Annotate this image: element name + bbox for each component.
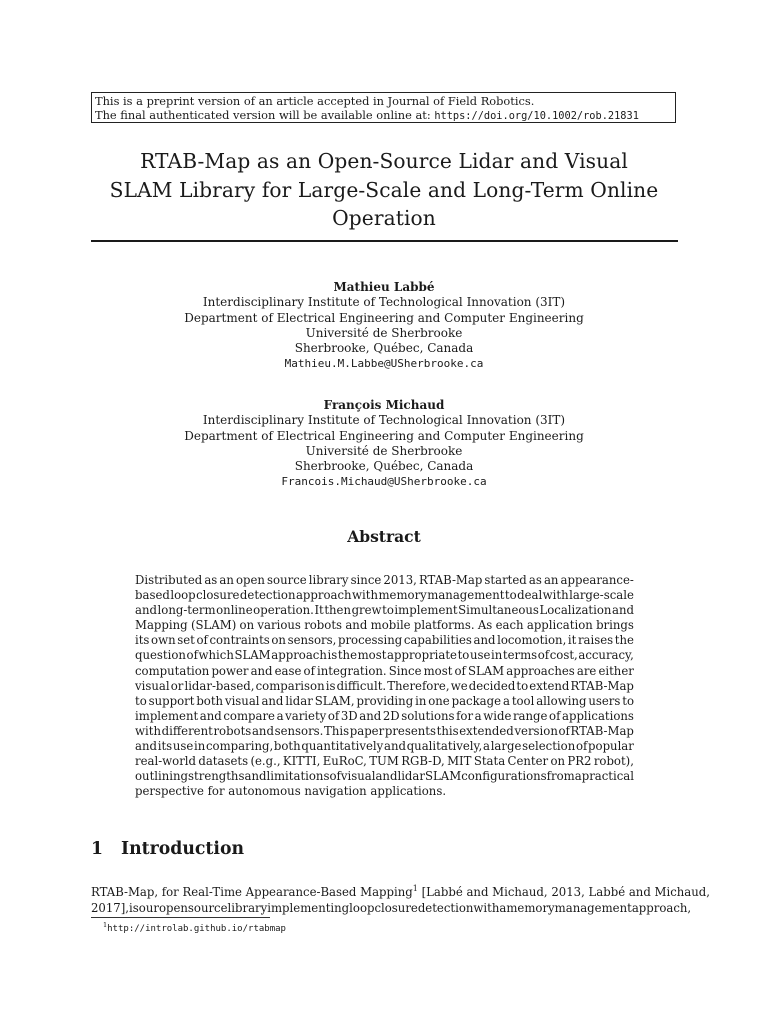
abstract-line: real-world datasets (e.g., KITTI, EuRoC, TUM RGB-D, MIT Stata Center on PR2 robot), — [135, 754, 634, 769]
abstract-line: based loop closure detection approach with memory management to deal with large-scale — [135, 588, 634, 603]
intro-word: source — [187, 900, 228, 915]
author-department: Department of Electrical Engineering and Computer Engineering — [184, 310, 584, 325]
author-institute: Interdisciplinary Institute of Technological Innovation (3IT) — [202, 295, 566, 310]
intro-word: detection — [417, 900, 474, 915]
preprint-notice-line2 — [95, 108, 672, 123]
author-location: Sherbrooke, Québec, Canada — [294, 459, 474, 474]
section-title: Introduction — [121, 839, 245, 859]
author-name: Mathieu Labbé — [333, 280, 435, 294]
author-university: Université de Sherbrooke — [305, 325, 463, 340]
title-line-2: SLAM Library for Large-Scale and Long-Term Online — [109, 177, 659, 202]
author-university: Université de Sherbrooke — [305, 443, 463, 458]
title-line-1: RTAB-Map as an Open-Source Lidar and Visual — [140, 149, 628, 173]
intro-line1-a: RTAB-Map, for Real-Time Appearance-Based Mapping — [91, 884, 413, 899]
abstract-line: with different robots and sensors. This paper presents this extended version of RTAB-Map — [135, 723, 634, 738]
abstract-line: visual or lidar-based, comparison is difficult. Therefore, we decided to extend RTAB-Map — [135, 678, 634, 693]
abstract-line: Mapping (SLAM) on various robots and mobile platforms. As each application brings — [135, 618, 634, 633]
intro-word: memory — [506, 900, 555, 915]
author-block — [80, 280, 688, 372]
footnote — [103, 921, 286, 934]
footnote-marker: 1 — [103, 921, 108, 929]
intro-word: our — [138, 900, 159, 915]
intro-word: library — [227, 900, 268, 915]
author-email[interactable]: Mathieu.M.Labbe@USherbrooke.ca — [284, 357, 484, 371]
preprint-notice — [91, 92, 676, 123]
author-name: François Michaud — [323, 398, 445, 412]
preprint-notice-prefix: The final authenticated version will be available online at: — [95, 108, 431, 122]
preprint-notice-line1: This is a preprint version of an article accepted in Journal of Field Robotics. — [95, 94, 535, 108]
abstract-line: to support both visual and lidar SLAM, providing in one package a tool allowing users to — [135, 693, 634, 708]
intro-word: loop — [349, 900, 375, 915]
intro-word: a — [499, 900, 507, 915]
title-line-3: Operation — [332, 206, 436, 230]
footnote-rule — [91, 917, 270, 918]
title-rule — [91, 240, 678, 242]
footnote-url[interactable]: http://introlab.github.io/rtabmap — [107, 924, 286, 934]
doi-link[interactable]: https://doi.org/10.1002/rob.21831 — [434, 110, 639, 122]
abstract-line: its own set of contraints on sensors, processing capabilities and locomotion, it raises the — [135, 633, 634, 648]
author-block — [80, 398, 688, 490]
abstract-line: computation power and ease of integration. Since most of SLAM approaches are either — [135, 663, 634, 678]
intro-line1-b: [Labbé and Michaud, 2013, Labbé and Michaud, — [417, 884, 710, 899]
author-location: Sherbrooke, Québec, Canada — [294, 341, 474, 356]
intro-word: closure — [374, 900, 418, 915]
author-institute: Interdisciplinary Institute of Technological Innovation (3IT) — [202, 413, 566, 428]
abstract-line: outlining strengths and limitations of visual and lidar SLAM configurations from a practical — [135, 769, 634, 784]
intro-word: approach, — [631, 900, 692, 915]
paper-title — [80, 147, 688, 233]
author-department: Department of Electrical Engineering and Computer Engineering — [184, 428, 584, 443]
intro-word: is — [129, 900, 139, 915]
intro-line — [91, 881, 710, 901]
intro-line1-text — [91, 881, 710, 901]
intro-word: 2017], — [91, 900, 130, 915]
intro-word: implementing — [267, 900, 350, 915]
abstract-line: and long-term online operation. It then grew to implement Simultaneous Localization and — [135, 603, 634, 618]
abstract-line: and its use in comparing, both quantitatively and qualitatively, a large selection of popular — [135, 739, 634, 754]
intro-word: with — [473, 900, 500, 915]
abstract-line: question of which SLAM approach is the most appropriate to use in terms of cost, accuracy, — [135, 648, 634, 663]
section-heading-introduction — [91, 839, 244, 859]
intro-word: management — [554, 900, 632, 915]
abstract-line: perspective for autonomous navigation applications. — [135, 784, 447, 799]
intro-line — [91, 900, 692, 917]
abstract-heading: Abstract — [347, 527, 421, 546]
abstract-line: implement and compare a variety of 3D and 2D solutions for a wide range of applications — [135, 708, 634, 723]
abstract-line: Distributed as an open source library since 2013, RTAB-Map started as an appearance- — [135, 573, 634, 587]
author-email[interactable]: Francois.Michaud@USherbrooke.ca — [281, 475, 487, 489]
introduction-body — [91, 881, 710, 916]
footnote-ref[interactable]: 1 — [412, 884, 418, 893]
intro-word: open — [158, 900, 188, 915]
abstract-body — [135, 573, 634, 799]
section-number: 1 — [91, 839, 104, 859]
